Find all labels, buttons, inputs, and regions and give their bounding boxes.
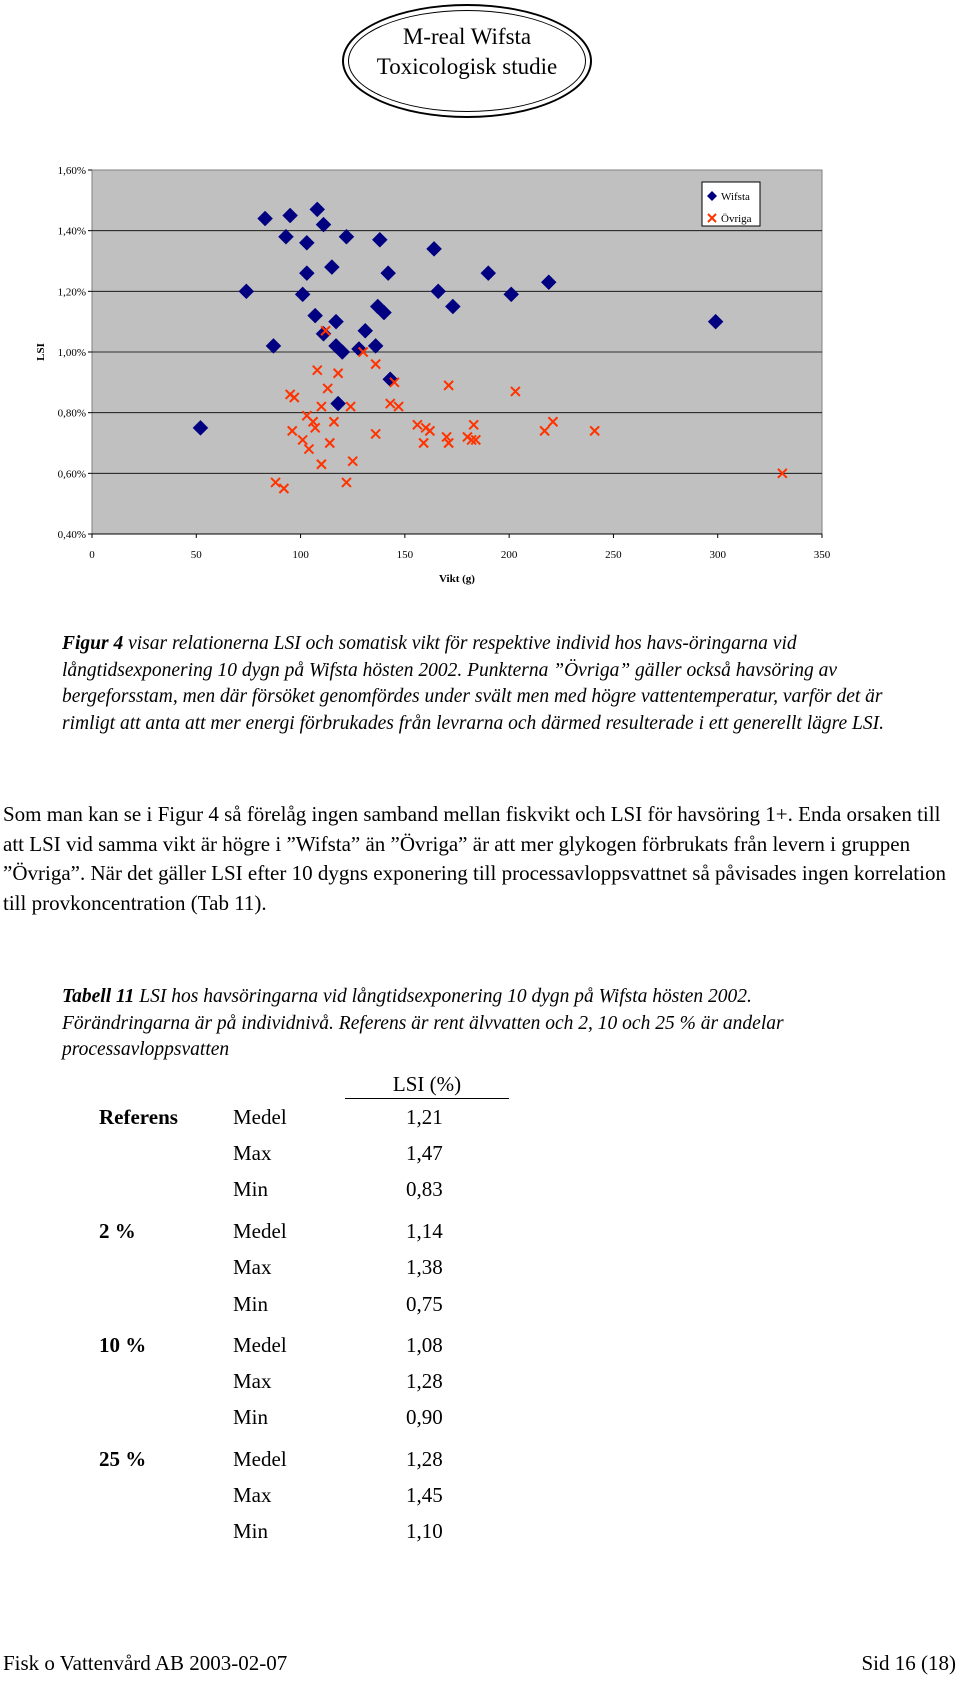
table-caption-label: Tabell 11 [62, 986, 135, 1007]
table-stat-label: Min [233, 1519, 269, 1543]
x-tick-label: 250 [605, 549, 622, 561]
table-group-label: 10 % [99, 1333, 147, 1357]
header-line-2: Toxicologisk studie [376, 54, 558, 79]
x-tick-label: 100 [292, 549, 309, 561]
x-tick-label: 350 [813, 549, 831, 561]
header-title [342, 22, 592, 82]
x-tick-label: 200 [500, 549, 518, 561]
table-group-label: 2 % [99, 1219, 136, 1243]
table-caption-text: LSI hos havsöringarna vid långtidsexponering 10 dygn på Wifsta hösten 2002. Förändringarna är på individnivå. Referens är rent älvvatten och 2, 10 och 25 % är andelar processavloppsvatten [62, 986, 784, 1060]
table-group-label: Referens [99, 1105, 178, 1129]
table-stat-label: Medel [233, 1447, 287, 1471]
table-value: 1,21 [406, 1105, 443, 1129]
table-stat-label: Max [233, 1141, 272, 1165]
legend-label: Övriga [721, 213, 752, 225]
figure-caption-label: Figur 4 [62, 633, 124, 654]
table-value: 1,47 [406, 1141, 443, 1165]
y-tick-label: 0,80% [57, 407, 86, 420]
table-stat-label: Min [233, 1177, 269, 1201]
table-value: 1,45 [406, 1483, 443, 1507]
table-value: 1,28 [406, 1369, 443, 1393]
table-caption [62, 984, 882, 1064]
x-axis-label: Vikt (g) [439, 573, 475, 585]
y-axis-label: LSI [35, 343, 47, 361]
table-stat-label: Min [233, 1292, 269, 1316]
table-value: 1,08 [406, 1333, 443, 1357]
table-stat-label: Min [233, 1405, 269, 1429]
table-value: 1,10 [406, 1519, 443, 1543]
table-stat-label: Medel [233, 1105, 287, 1129]
table-stat-label: Medel [233, 1219, 287, 1243]
scatter-chart [0, 150, 960, 590]
legend-label: Wifsta [721, 191, 750, 203]
x-tick-label: 150 [396, 549, 414, 561]
header-line-1: M-real Wifsta [402, 24, 532, 49]
table-stat-label: Max [233, 1255, 272, 1279]
table-value: 0,75 [406, 1292, 443, 1316]
table-group-label: 25 % [99, 1447, 147, 1471]
table-stat-label: Max [233, 1369, 272, 1393]
table-value: 1,38 [406, 1255, 443, 1279]
y-tick-label: 1,00% [57, 347, 86, 359]
y-tick-label: 0,60% [57, 468, 86, 481]
figure-caption-text: visar relationerna LSI och somatisk vikt för respektive individ hos havs-öringarna vid långtidsexponering 10 dygn på Wifsta hösten 2002. Punkterna ”Övriga” gäller också havsöring av bergeforsstam, men där försöket genomfördes under svält men med högre vattentemperatur, varför det är rimligt att anta att mer energi förbrukades från levrarna och därmed resulterade i ett generellt lägre LSI. [62, 633, 884, 734]
x-tick-label: 50 [190, 549, 202, 561]
y-tick-label: 0,40% [57, 529, 86, 541]
footer-company-date: Fisk o Vattenvård AB 2003-02-07 [3, 1651, 288, 1675]
table-column-header: LSI (%) [345, 1071, 509, 1099]
x-tick-label: 300 [709, 549, 726, 561]
table-stat-label: Medel [233, 1333, 287, 1357]
table-value: 0,83 [406, 1177, 443, 1201]
y-tick-label: 1,60% [57, 165, 86, 177]
figure-caption [62, 631, 922, 737]
y-tick-label: 1,40% [57, 225, 86, 238]
table-stat-label: Max [233, 1483, 272, 1507]
table-value: 1,28 [406, 1447, 443, 1471]
table-value: 1,14 [406, 1219, 443, 1243]
table-value: 0,90 [406, 1405, 443, 1429]
x-tick-label: 0 [89, 549, 95, 561]
body-paragraph: Som man kan se i Figur 4 så förelåg ingen samband mellan fiskvikt och LSI för havsöring 1+. Enda orsaken till att LSI vid samma vikt är högre i ”Wifsta” än ”Övriga” är att mer glykogen förbrukats från levern i gruppen ”Övriga”. När det gäller LSI efter 10 dygns exponering till processavloppsvattnet så påvisades ingen korrelation till provkoncentration (Tab 11). [3, 802, 946, 915]
y-tick-label: 1,20% [57, 286, 86, 299]
footer-page-number: Sid 16 (18) [861, 1651, 956, 1675]
